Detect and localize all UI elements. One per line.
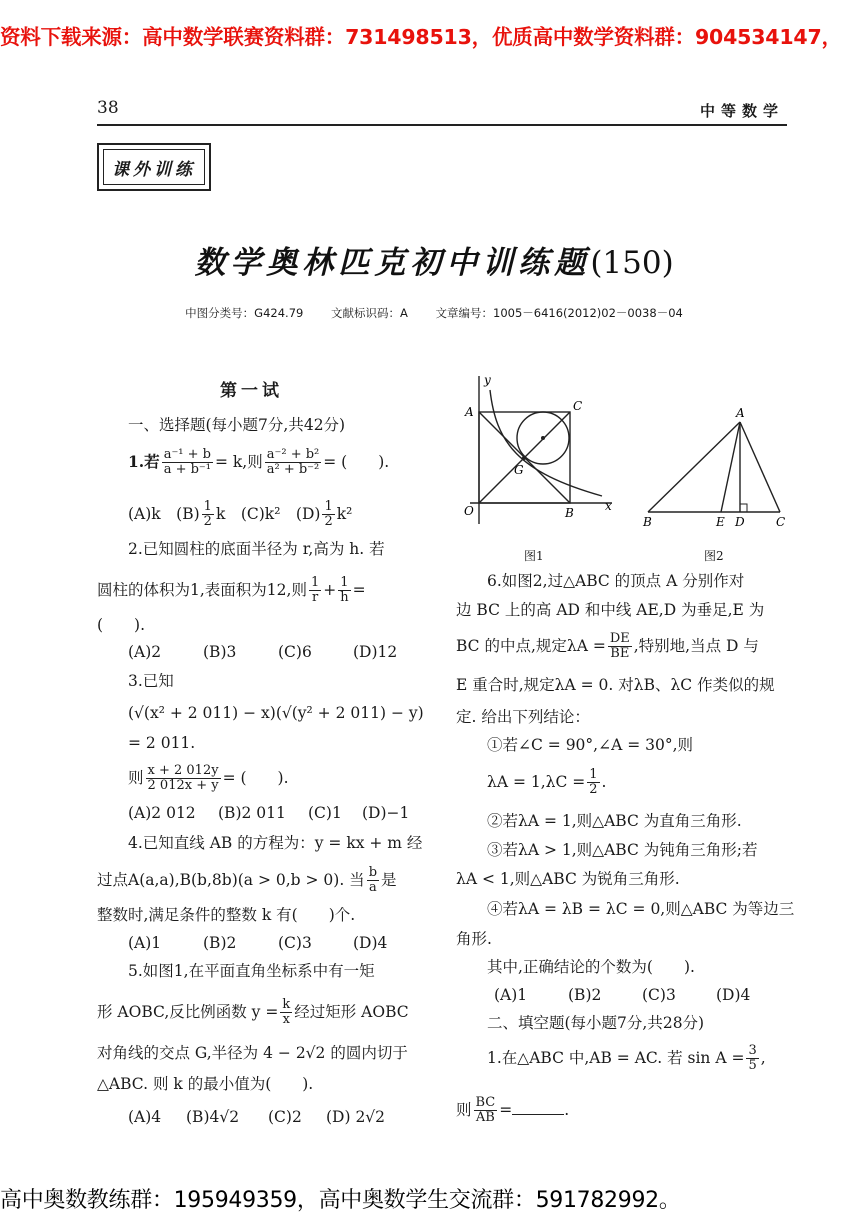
- question-6-line1: 6.如图2,过△ABC 的顶点 A 分别作对: [487, 572, 745, 590]
- question-2-line2: 圆柱的体积为1,表面积为12,则 $\frac{1}{r}$ + $\frac{1}{h}$ =: [97, 575, 366, 606]
- fig1-circle-center: [541, 436, 545, 440]
- q3-option-a: (A)2 012: [128, 804, 196, 822]
- q4-option-c: (C)3: [278, 934, 312, 952]
- fig1-label-c: C: [573, 399, 583, 413]
- fig1-hyperbola: [490, 390, 602, 496]
- q4-option-a: (A)1: [128, 934, 162, 952]
- question-3-line3: = 2 011.: [128, 734, 196, 752]
- fig2-label-d: D: [735, 515, 745, 529]
- question-6-line4: E 重合时,规定λA = 0. 对λB、λC 作类似的规: [456, 676, 775, 694]
- q2-option-d: (D)12: [353, 643, 398, 661]
- bottom-banner: 高中奥数教练群：195949359，高中奥数学生交流群：591782992。: [0, 1188, 681, 1213]
- column-label: 课外训练: [103, 149, 205, 185]
- q1-options: (A)k (B) $\frac{1}{2}$ k (C)k² (D) $\frac{1}{2}$ k²: [128, 499, 353, 530]
- q6-option-b: (B)2: [568, 986, 602, 1004]
- title-main: 数学奥林匹克初中训练题: [194, 245, 591, 281]
- meta-article-no: 文章编号：1005－6416(2012)02－0038－04: [435, 306, 683, 320]
- question-5-line2: 形 AOBC,反比例函数 y = $\frac{k}{x}$ 经过矩形 AOBC: [97, 997, 409, 1028]
- q6-claim-3a: ③若λA > 1,则△ABC 为钝角三角形;若: [487, 841, 758, 859]
- fig2-label-b: B: [643, 515, 652, 529]
- fill-question-1-line1: 1.在△ABC 中,AB = AC. 若 sin A = $\frac{3}{5}$ ,: [487, 1043, 766, 1074]
- question-2-line3: ( ).: [97, 616, 146, 634]
- question-3-line2: (√(x² + 2 011) − x)(√(y² + 2 011) − y): [128, 704, 424, 722]
- q6-option-c: (C)3: [642, 986, 676, 1004]
- part2-heading: 二、填空题(每小题7分,共28分): [487, 1014, 705, 1032]
- q5-option-b: (B)4√2: [186, 1108, 240, 1126]
- q6-question: 其中,正确结论的个数为( ).: [487, 958, 695, 976]
- fig2-side-ab: [648, 422, 740, 512]
- fig2-side-ac: [740, 422, 780, 512]
- page-title: [0, 237, 868, 282]
- fig1-label-a: A: [465, 405, 474, 419]
- q2-option-b: (B)3: [203, 643, 237, 661]
- fig2-label-a: A: [736, 406, 745, 420]
- fig2-label-c: C: [776, 515, 786, 529]
- question-3-line1: 3.已知: [128, 672, 174, 690]
- fig2-right-angle-mark: [740, 504, 747, 512]
- question-3-line4: 则 $\frac{x + 2 012y}{2 012x + y}$ = ( ).: [128, 763, 289, 794]
- q1-fraction-2: $\frac{\text{a⁻² + b²}}{\text{a² + b⁻²}}$: [266, 447, 320, 478]
- q5-option-c: (C)2: [268, 1108, 302, 1126]
- question-5-line1: 5.如图1,在平面直角坐标系中有一矩: [128, 962, 375, 980]
- page-number: 38: [97, 98, 119, 118]
- q3-option-d: (D)−1: [362, 804, 410, 822]
- journal-name: 中等数学: [699, 102, 784, 120]
- q6-claim-1a: ①若∠C = 90°,∠A = 30°,则: [487, 736, 694, 754]
- question-4-line1: 4.已知直线 AB 的方程为：y = kx + m 经: [128, 834, 423, 852]
- q4-option-d: (D)4: [353, 934, 388, 952]
- q2-option-a: (A)2: [128, 643, 162, 661]
- section-first-test: 第一试: [220, 381, 283, 401]
- fig1-point-g: [522, 456, 526, 460]
- meta-doc-code: 文献标识码：A: [330, 306, 408, 320]
- question-1: 1.若 $\frac{\text{a⁻¹ + b}}{\text{a + b⁻¹}}$ = k,则 $\frac{\text{a⁻² + b²}}{\text{a² + b⁻²}}$ = ( ).: [128, 447, 390, 478]
- question-4-line3: 整数时,满足条件的整数 k 有( )个.: [97, 906, 356, 924]
- q3-option-c: (C)1: [308, 804, 342, 822]
- fig1-label-g: G: [514, 463, 524, 477]
- figure-1-caption: 图1: [524, 549, 544, 563]
- meta-clc: 中图分类号：G424.79: [185, 306, 304, 320]
- title-number: (150): [590, 245, 674, 281]
- question-4-line2: 过点A(a,a),B(b,8b)(a > 0,b > 0). 当 $\frac{b}{a}$ 是: [97, 865, 397, 896]
- question-6-line2: 边 BC 上的高 AD 和中线 AE,D 为垂足,E 为: [456, 601, 765, 619]
- column-label-box: [97, 143, 211, 191]
- q4-option-b: (B)2: [203, 934, 237, 952]
- fig2-median-ae: [721, 422, 740, 512]
- q1-fraction-1: $\frac{\text{a⁻¹ + b}}{\text{a + b⁻¹}}$: [163, 447, 211, 478]
- fill-question-1-line2: 则 $\frac{BC}{AB}$ = .: [456, 1095, 570, 1126]
- figure-1-diagram: [452, 372, 622, 532]
- q6-claim-4a: ④若λA = λB = λC = 0,则△ABC 为等边三: [487, 900, 795, 918]
- part1-heading: 一、选择题(每小题7分,共42分): [128, 416, 346, 434]
- q6-claim-1b: λA = 1,λC = $\frac{1}{2}$ .: [487, 767, 607, 798]
- figure-2-caption: 图2: [704, 549, 724, 563]
- top-banner: 资料下载来源：高中数学联赛资料群：731498513，优质高中数学资料群：904534147，: [0, 25, 842, 49]
- fig1-label-y: y: [484, 373, 491, 387]
- fig1-label-b: B: [565, 506, 574, 520]
- q6-option-a: (A)1: [494, 986, 528, 1004]
- q6-claim-3b: λA < 1,则△ABC 为锐角三角形.: [456, 870, 680, 888]
- q6-claim-4b: 角形.: [456, 930, 492, 948]
- question-6-line5: 定. 给出下列结论：: [456, 708, 590, 726]
- question-6-line3: BC 的中点,规定λA = $\frac{DE}{BE}$ ,特别地,当点 D 与: [456, 631, 759, 662]
- fig1-label-o: O: [464, 504, 474, 518]
- fig2-label-e: E: [716, 515, 725, 529]
- q5-option-d: (D) 2√2: [326, 1108, 386, 1126]
- question-5-line4: △ABC. 则 k 的最小值为( ).: [97, 1075, 314, 1093]
- header-rule: [97, 124, 787, 126]
- question-2-line1: 2.已知圆柱的底面半径为 r,高为 h. 若: [128, 540, 385, 558]
- answer-blank: [512, 1103, 564, 1115]
- q5-option-a: (A)4: [128, 1108, 162, 1126]
- q2-option-c: (C)6: [278, 643, 312, 661]
- q6-claim-2: ②若λA = 1,则△ABC 为直角三角形.: [487, 812, 742, 830]
- q3-option-b: (B)2 011: [218, 804, 286, 822]
- q6-option-d: (D)4: [716, 986, 751, 1004]
- article-meta: [0, 305, 868, 321]
- figure-2-diagram: [640, 402, 790, 532]
- question-5-line3: 对角线的交点 G,半径为 4 − 2√2 的圆内切于: [97, 1044, 408, 1062]
- fig1-label-x: x: [605, 499, 612, 513]
